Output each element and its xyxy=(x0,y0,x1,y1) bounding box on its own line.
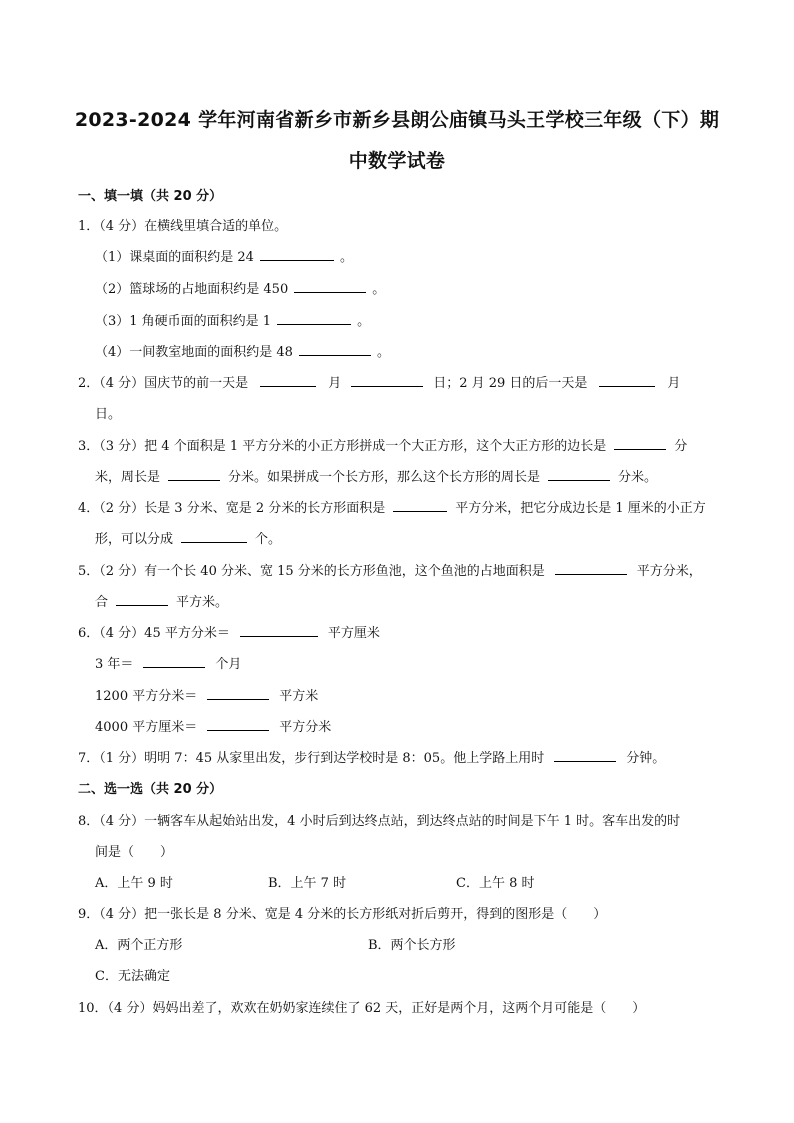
answer-blank[interactable] xyxy=(240,625,318,637)
answer-blank[interactable] xyxy=(393,500,447,512)
q6-text-d: 4000 平方厘米＝ xyxy=(95,720,198,735)
question-1-stem: 1．（4 分）在横线里填合适的单位。 xyxy=(78,219,288,234)
q4-text-c: 形，可以分成 xyxy=(95,532,174,547)
q6-text-a: 6．（4 分）45 平方分米＝ xyxy=(78,626,230,641)
q2-text-b: 月 xyxy=(328,376,342,391)
q3-text-d: 分米。如果拼成一个长方形，那么这个长方形的周长是 xyxy=(228,470,541,485)
question-10: 10．（4 分）妈妈出差了，欢欢在奶奶家连续住了 62 天，正好是两个月，这两个月可能是（ ） xyxy=(78,1001,646,1016)
q7-text-b: 分钟。 xyxy=(626,751,666,766)
answer-blank[interactable] xyxy=(299,344,371,356)
answer-blank[interactable] xyxy=(168,469,220,481)
exam-title-line2: 中数学试卷 xyxy=(348,150,446,172)
q9-option-b[interactable]: B．两个长方形 xyxy=(368,938,456,953)
answer-blank[interactable] xyxy=(277,313,351,325)
q5-text-d: 平方米。 xyxy=(176,595,229,610)
answer-blank[interactable] xyxy=(294,281,366,293)
answer-blank[interactable] xyxy=(207,719,269,731)
q1-s4-text: （4）一间教室地面的面积约是 48 xyxy=(95,345,293,360)
q8-option-a[interactable]: A．上午 9 时 xyxy=(95,876,173,891)
answer-blank[interactable] xyxy=(260,375,316,387)
question-8-line-1: 8．（4 分）一辆客车从起始站出发，4 小时后到达终点站，到达终点站的时间是下午 1 时。客车出发的时 xyxy=(78,814,681,829)
question-1-sub-4 xyxy=(95,341,390,360)
q5-text-c: 合 xyxy=(95,595,109,610)
answer-blank[interactable] xyxy=(555,563,627,575)
q6-text-b-unit: 个月 xyxy=(215,657,242,672)
question-1-sub-3 xyxy=(95,310,370,329)
answer-blank[interactable] xyxy=(207,688,269,700)
q9-option-c[interactable]: C．无法确定 xyxy=(95,969,170,984)
q3-text-a: 3．（3 分）把 4 个面积是 1 平方分米的小正方形拼成一个大正方形，这个大正方形的边长是 xyxy=(78,439,607,454)
q1-s3-end: 。 xyxy=(357,314,371,329)
q5-text-a: 5．（2 分）有一个长 40 分米、宽 15 分米的长方形鱼池，这个鱼池的占地面积是 xyxy=(78,564,545,579)
q2-text-d: 月 xyxy=(667,376,681,391)
question-6-line-a xyxy=(78,622,380,641)
question-1-sub-1 xyxy=(95,246,353,265)
question-9: 9．（4 分）把一张长是 8 分米、宽是 4 分米的长方形纸对折后剪开，得到的图形是（ ） xyxy=(78,907,607,922)
answer-blank[interactable] xyxy=(181,531,247,543)
q3-text-c: 米，周长是 xyxy=(95,470,161,485)
q9-option-a[interactable]: A．两个正方形 xyxy=(95,938,183,953)
answer-blank[interactable] xyxy=(260,249,334,261)
q2-text-a: 2．（4 分）国庆节的前一天是 xyxy=(78,376,249,391)
q4-text-a: 4．（2 分）长是 3 分米、宽是 2 分米的长方形面积是 xyxy=(78,501,386,516)
q1-s3-text: （3）1 角硬币面的面积约是 1 xyxy=(95,314,272,329)
q8-option-b[interactable]: B．上午 7 时 xyxy=(268,876,347,891)
q4-text-d: 个。 xyxy=(255,532,282,547)
q6-text-c-unit: 平方米 xyxy=(279,689,319,704)
section-heading-choice: 二、选一选（共 20 分） xyxy=(78,782,223,797)
answer-blank[interactable] xyxy=(351,375,423,387)
question-5-line-2 xyxy=(95,591,228,610)
q2-text-c: 日；2 月 29 日的后一天是 xyxy=(433,376,588,391)
q1-s2-end: 。 xyxy=(372,282,386,297)
question-6-line-b xyxy=(95,653,241,672)
question-7 xyxy=(78,747,665,766)
question-3-line-2 xyxy=(95,466,657,485)
question-5-line-1 xyxy=(78,560,702,579)
question-8-line-2: 间是（ ） xyxy=(95,845,174,860)
exam-title-line1: 2023-2024 学年河南省新乡市新乡县朗公庙镇马头王学校三年级（下）期 xyxy=(74,109,720,131)
question-6-line-d xyxy=(95,716,331,735)
question-2-line-1 xyxy=(78,372,680,391)
q6-text-a-unit: 平方厘米 xyxy=(327,626,380,641)
question-4-line-1 xyxy=(78,497,706,516)
q8-option-c[interactable]: C．上午 8 时 xyxy=(456,876,535,891)
answer-blank[interactable] xyxy=(554,750,616,762)
q6-text-d-unit: 平方分米 xyxy=(279,720,332,735)
question-3-line-1 xyxy=(78,435,687,454)
answer-blank[interactable] xyxy=(614,438,666,450)
q3-text-b: 分 xyxy=(674,439,688,454)
answer-blank[interactable] xyxy=(116,594,168,606)
q6-text-c: 1200 平方分米＝ xyxy=(95,689,198,704)
answer-blank[interactable] xyxy=(599,375,655,387)
answer-blank[interactable] xyxy=(548,469,610,481)
question-2-line-2: 日。 xyxy=(95,407,122,422)
section-heading-fill: 一、填一填（共 20 分） xyxy=(78,189,223,204)
q7-text-a: 7．（1 分）明明 7：45 从家里出发，步行到达学校时是 8：05。他上学路上用时 xyxy=(78,751,545,766)
q6-text-b: 3 年＝ xyxy=(95,657,134,672)
q5-text-b: 平方分米， xyxy=(636,564,702,579)
q3-text-e: 分米。 xyxy=(618,470,658,485)
question-1-sub-2 xyxy=(95,278,385,297)
q1-s1-end: 。 xyxy=(339,250,353,265)
q1-s2-text: （2）篮球场的占地面积约是 450 xyxy=(95,282,289,297)
answer-blank[interactable] xyxy=(143,656,205,668)
question-4-line-2 xyxy=(95,528,281,547)
q1-s1-text: （1）课桌面的面积约是 24 xyxy=(95,250,254,265)
q1-s4-end: 。 xyxy=(376,345,390,360)
question-6-line-c xyxy=(95,685,318,704)
q4-text-b: 平方分米，把它分成边长是 1 厘米的小正方 xyxy=(455,501,706,516)
